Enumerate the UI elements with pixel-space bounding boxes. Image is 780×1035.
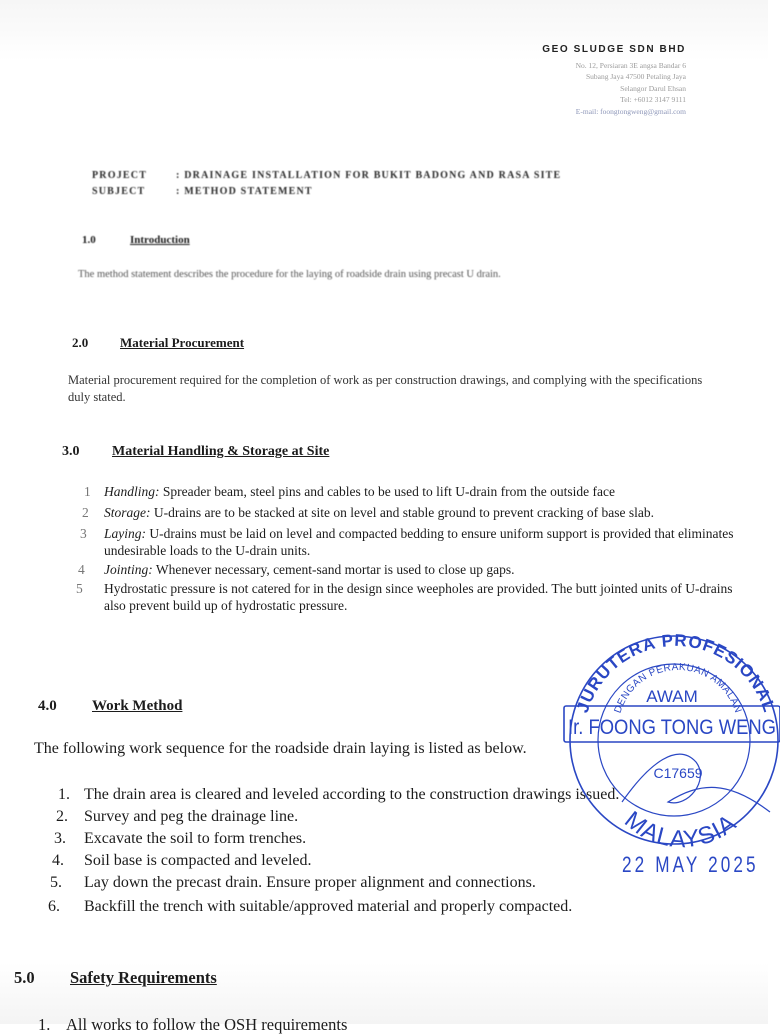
list-number: 4. — [52, 852, 64, 869]
safety-list — [38, 1014, 706, 1035]
section-heading-safety — [14, 968, 217, 988]
subject-label: SUBJECT — [92, 186, 146, 197]
list-item-label: Jointing: — [104, 562, 153, 577]
list-item-text: Spreader beam, steel pins and cables to be used to lift U-drain from the outside face — [159, 484, 615, 499]
list-number: 3 — [80, 526, 87, 541]
list-number: 6. — [48, 898, 60, 915]
section-heading-work-method — [38, 698, 182, 715]
section-number: 1.0 — [82, 234, 96, 246]
list-item-text: U-drains are to be stacked at site on level and stable ground to prevent cracking of base slab. — [150, 505, 654, 520]
list-item — [84, 483, 736, 500]
company-name: GEO SLUDGE SDN BHD — [542, 44, 686, 55]
list-item — [38, 1014, 706, 1035]
list-item-label: Storage: — [104, 505, 151, 520]
list-item — [80, 525, 736, 559]
company-letterhead — [542, 44, 686, 117]
project-label: PROJECT — [92, 170, 148, 181]
introduction-text: The method statement describes the procedure for the laying of roadside drain using precast U drain. — [78, 269, 501, 280]
list-item — [78, 561, 736, 578]
work-method-intro: The following work sequence for the roadside drain laying is listed as below. — [34, 740, 527, 757]
section-number: 4.0 — [38, 698, 57, 714]
section-title: Safety Requirements — [70, 968, 217, 987]
svg-text:MALAYSIA — [619, 806, 741, 852]
section-number: 2.0 — [72, 335, 89, 350]
stamp-field: AWAM — [646, 687, 698, 706]
list-number: 3. — [54, 830, 66, 847]
company-address-line: No. 12, Persiaran 3E angsa Bandar 6 — [575, 60, 686, 70]
list-number: 1 — [84, 484, 91, 499]
list-number: 5. — [50, 874, 62, 891]
list-item-text: Soil base is compacted and leveled. — [84, 852, 312, 869]
company-address-line: Tel: +6012 3147 9111 — [620, 95, 686, 104]
stamp-engineer-name: Ir. FOONG TONG WENG — [568, 716, 776, 739]
list-number: 5 — [76, 581, 83, 596]
section-title: Introduction — [130, 234, 190, 246]
list-item-text: All works to follow the OSH requirements — [66, 1015, 348, 1034]
list-number: 1. — [58, 786, 70, 803]
section-heading-material-handling — [62, 444, 329, 460]
section-heading-material-procurement — [72, 335, 244, 351]
section-title: Work Method — [92, 698, 183, 714]
list-number: 4 — [78, 562, 85, 577]
section-number: 3.0 — [62, 444, 80, 459]
project-value: : DRAINAGE INSTALLATION FOR BUKIT BADONG AND RASA SITE — [176, 170, 562, 181]
list-item-text: Survey and peg the drainage line. — [84, 808, 299, 825]
stamp-signature — [622, 754, 770, 812]
section-title: Material Handling & Storage at Site — [112, 444, 330, 459]
professional-engineer-stamp — [560, 612, 780, 852]
stamp-date: 22 MAY 2025 — [622, 852, 759, 877]
list-item-text: Hydrostatic pressure is not catered for in the design since weepholes are provided. The butt jointed units of U-drains also prevent build up of hydrostatic pressure. — [104, 581, 733, 613]
stamp-ring-subtext: DENGAN PERAKUAN AMALAN — [612, 661, 744, 715]
company-email: E-mail: foongtongweng@gmail.com — [575, 106, 686, 116]
list-number: 2. — [56, 808, 68, 825]
list-item-text: The drain area is cleared and leveled according to the construction drawings issued. — [84, 786, 620, 803]
stamp-registration-number: C17659 — [653, 765, 703, 781]
company-address-line: Subang Jaya 47500 Petaling Jaya — [586, 72, 686, 81]
section-title: Material Procurement — [120, 335, 245, 350]
list-item-label: Handling: — [104, 484, 160, 499]
document-header — [92, 168, 561, 200]
company-address-line: Selangor Darul Ehsan — [620, 83, 686, 93]
list-item-label: Laying: — [104, 526, 146, 541]
stamp-ring-text: JURUTERA PROFESIONAL — [572, 630, 780, 716]
stamp-country: MALAYSIA — [619, 806, 742, 852]
list-item-text: Excavate the soil to form trenches. — [84, 830, 307, 847]
list-item-text: Whenever necessary, cement-sand mortar is used to close up gaps. — [152, 562, 515, 577]
list-item-text: U-drains must be laid on level and compacted bedding to ensure uniform support is provided that eliminates undesirable loads to the U-drain units. — [104, 526, 734, 558]
list-item-text: Lay down the precast drain. Ensure proper alignment and connections. — [84, 874, 536, 891]
list-item — [82, 504, 736, 521]
list-item — [48, 896, 724, 917]
section-number: 5.0 — [14, 968, 35, 987]
subject-value: : METHOD STATEMENT — [176, 186, 313, 197]
list-number: 1. — [38, 1015, 51, 1034]
material-procurement-text: Material procurement required for the completion of work as per construction drawings, and complying with the specifications duly stated. — [68, 373, 703, 404]
section-heading-introduction — [82, 234, 190, 246]
list-number: 2 — [82, 505, 89, 520]
list-item-text: Backfill the trench with suitable/approved material and properly compacted. — [84, 898, 573, 915]
material-handling-list — [76, 483, 736, 614]
list-item — [76, 580, 736, 614]
